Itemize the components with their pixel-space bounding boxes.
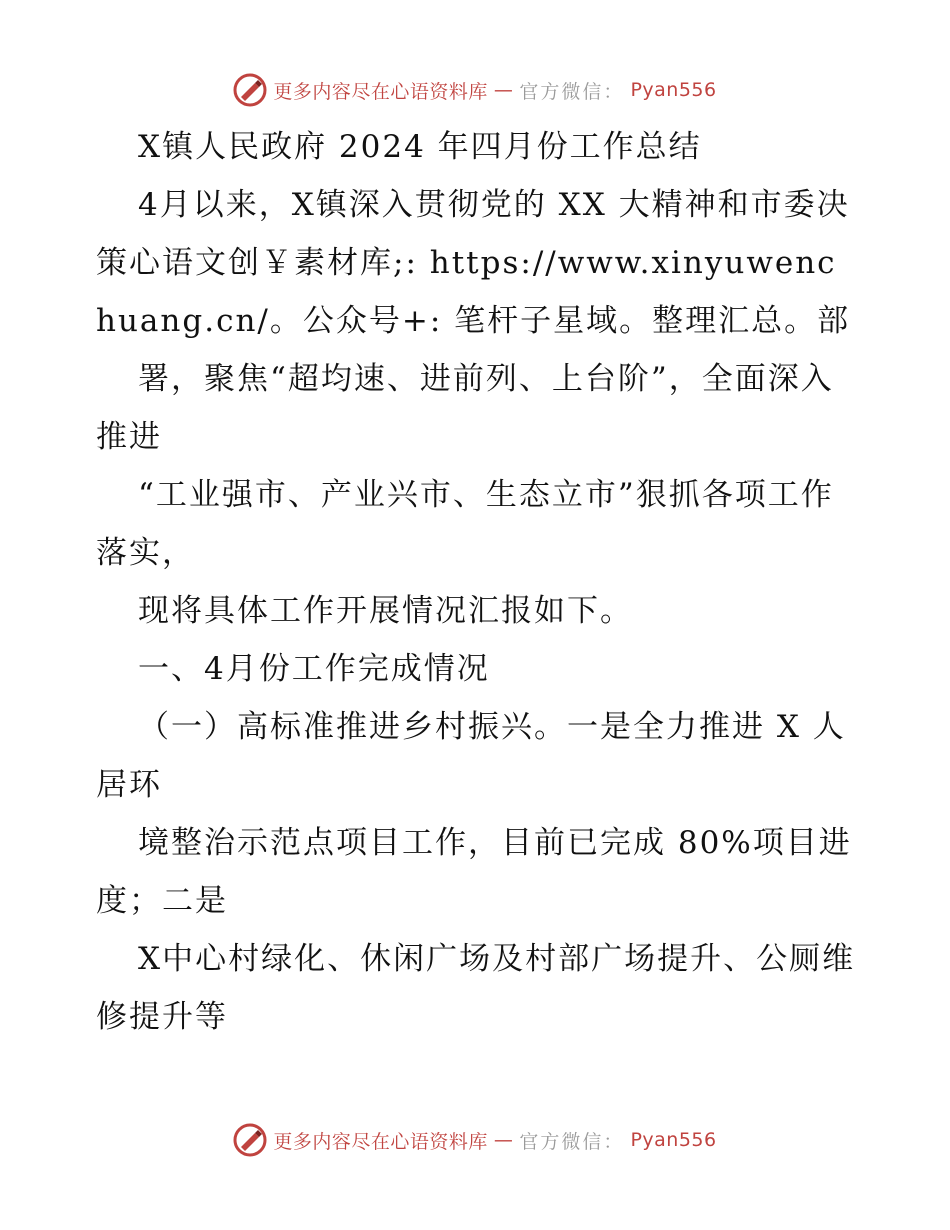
pen-logo-icon [233,1123,267,1157]
document-body [96,118,856,1046]
watermark-footer [0,1120,950,1160]
paragraph: （一）高标准推进乡村振兴。一是全力推进 X 人居环 [96,709,846,803]
watermark-text: 更多内容尽在心语资料库 [273,80,488,103]
watermark-wechat-label: 官方微信： [519,80,625,103]
watermark-text: 更多内容尽在心语资料库 [273,1130,488,1153]
paragraph: X中心村绿化、休闲广场及村部广场提升、公厕维修提升等 [96,941,856,1035]
paragraph: 4月以来，X镇深入贯彻党的 XX 大精神和市委决策心语文创￥素材库;: https://www.xinyuwenchuang.cn/。公众号+: 笔杆子星域。整理汇总。部 [96,187,851,339]
watermark-wechat-label: 官方微信： [519,1130,625,1153]
paragraph: 境整治示范点项目工作，目前已完成 80%项目进度；二是 [96,825,852,919]
section-heading: 一、4月份工作完成情况 [138,651,490,687]
paragraph: 现将具体工作开展情况汇报如下。 [138,593,633,629]
watermark-wechat-id: Pyan556 [630,79,717,101]
paragraph: “工业强市、产业兴市、生态立市”狠抓各项工作落实， [96,477,834,571]
watermark-separator: — [493,1129,514,1151]
pen-logo-icon [233,73,267,107]
paragraph: 署，聚焦“超均速、进前列、上台阶”，全面深入推进 [96,361,834,455]
watermark-header [0,70,950,110]
watermark-separator: — [493,79,514,101]
document-title: X镇人民政府 2024 年四月份工作总结 [138,129,702,165]
watermark-wechat-id: Pyan556 [630,1129,717,1151]
